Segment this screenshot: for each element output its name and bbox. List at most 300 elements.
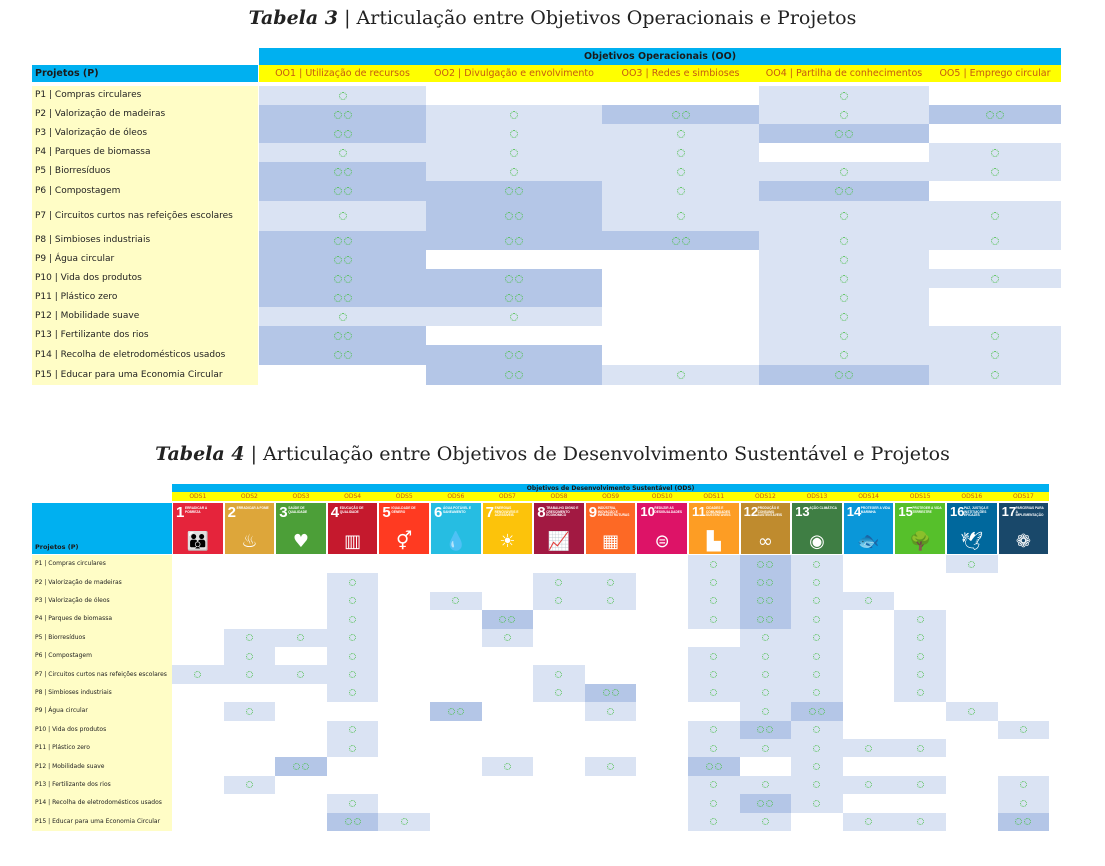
match-mark-icon — [917, 689, 924, 696]
table4-cell — [533, 684, 585, 702]
match-mark-icon — [766, 800, 773, 807]
match-mark-icon — [677, 130, 685, 138]
table4-cell — [327, 665, 379, 683]
table3-cell — [426, 307, 602, 326]
heartbeat-icon: ♥ — [292, 531, 310, 552]
match-mark-icon — [710, 689, 717, 696]
sdg-name: ÁGUA POTÁVEL E SANEAMENTO — [443, 506, 472, 514]
table4-col-header: ODS8 — [533, 492, 585, 501]
table3-cell — [602, 345, 759, 365]
match-mark-icon — [339, 149, 347, 157]
table4-cell — [482, 610, 534, 628]
table3-cell — [602, 269, 759, 288]
match-mark-icon — [757, 726, 764, 733]
match-mark-icon — [510, 168, 518, 176]
table4-cell — [740, 665, 792, 683]
table4-col-header: ODS1 — [172, 492, 224, 501]
table4-cell — [482, 757, 534, 775]
sdg-6-tile — [431, 503, 481, 554]
match-mark-icon — [504, 634, 511, 641]
table3-cell — [259, 231, 426, 250]
sdg-number: 10 — [640, 504, 655, 519]
match-mark-icon — [710, 818, 717, 825]
match-mark-icon — [766, 597, 773, 604]
match-mark-icon — [766, 616, 773, 623]
table4-col-header: ODS14 — [843, 492, 895, 501]
table4-row-label: P5 | Biorresíduos — [32, 629, 172, 647]
table3-row-label: P11 | Plástico zero — [32, 288, 258, 307]
sdg-number: 16 — [950, 504, 965, 519]
table3-cell — [759, 307, 929, 326]
match-mark-icon — [555, 579, 562, 586]
sdg-number: 17 — [1001, 504, 1017, 519]
sdg-number: 14 — [846, 504, 862, 519]
match-mark-icon — [344, 187, 352, 195]
match-mark-icon — [917, 745, 924, 752]
sdg-name: SAÚDE DE QUALIDADE — [288, 506, 308, 514]
table4-cell — [688, 776, 740, 794]
table3-cell — [259, 105, 426, 124]
match-mark-icon — [991, 212, 999, 220]
table4-cell — [791, 684, 843, 702]
match-mark-icon — [505, 187, 513, 195]
match-mark-icon — [991, 275, 999, 283]
match-mark-icon — [505, 237, 513, 245]
table3-cell — [426, 269, 602, 288]
match-mark-icon — [334, 256, 342, 264]
match-mark-icon — [505, 351, 513, 359]
table4-cell — [327, 647, 379, 665]
table3-cell — [426, 86, 602, 105]
table3-row-label: P14 | Recolha de eletrodomésticos usados — [32, 345, 258, 365]
match-mark-icon — [762, 634, 769, 641]
match-mark-icon — [349, 726, 356, 733]
table3-col-header: OO1 | Utilização de recursos — [259, 65, 426, 82]
sdg-name: PAZ, JUSTIÇA E INSTITUIÇÕES EFICAZES — [964, 506, 989, 518]
table4-cell — [533, 592, 585, 610]
table3-cell — [602, 326, 759, 345]
table4-cell — [327, 721, 379, 739]
table4-col-header: ODS13 — [791, 492, 843, 501]
table3-cell — [929, 181, 1061, 201]
table4-col-header: ODS2 — [224, 492, 276, 501]
match-mark-icon — [505, 294, 513, 302]
table3-cell — [759, 162, 929, 181]
match-mark-icon — [757, 561, 764, 568]
table4-cell — [998, 776, 1050, 794]
table4-cell — [430, 592, 482, 610]
table4-cell — [224, 629, 276, 647]
match-mark-icon — [515, 187, 523, 195]
match-mark-icon — [339, 313, 347, 321]
match-mark-icon — [762, 708, 769, 715]
table4-col-header: ODS17 — [998, 492, 1050, 501]
match-mark-icon — [682, 237, 690, 245]
match-mark-icon — [835, 187, 843, 195]
table3-cell — [602, 250, 759, 269]
sun-icon: ☀ — [499, 531, 516, 552]
table4-cell — [740, 702, 792, 720]
match-mark-icon — [344, 332, 352, 340]
match-mark-icon — [710, 671, 717, 678]
match-mark-icon — [448, 708, 455, 715]
match-mark-icon — [677, 371, 685, 379]
match-mark-icon — [607, 597, 614, 604]
match-mark-icon — [344, 256, 352, 264]
table4-cell — [224, 776, 276, 794]
eye-globe-icon: ◉ — [809, 531, 825, 552]
table4-cell — [791, 629, 843, 647]
table3-row-label: P9 | Água circular — [32, 250, 258, 269]
table4-cell — [791, 665, 843, 683]
match-mark-icon — [766, 726, 773, 733]
sdg-8-tile — [534, 503, 584, 554]
table4-cell — [224, 647, 276, 665]
tree-icon: 🌳 — [908, 531, 932, 552]
table3-cell — [426, 250, 602, 269]
table3-cell — [426, 181, 602, 201]
match-mark-icon — [334, 294, 342, 302]
table4-cell — [998, 813, 1050, 831]
table4-cell — [378, 813, 430, 831]
table3-row-label: P3 | Valorização de óleos — [32, 124, 258, 143]
match-mark-icon — [757, 616, 764, 623]
table4-cell — [585, 684, 637, 702]
family-icon: 👪 — [186, 531, 210, 552]
table3-row-label: P13 | Fertilizante dos rios — [32, 326, 258, 345]
match-mark-icon — [809, 708, 816, 715]
match-mark-icon — [682, 111, 690, 119]
match-mark-icon — [813, 616, 820, 623]
table4-cell — [688, 794, 740, 812]
table3-cell — [929, 86, 1061, 105]
match-mark-icon — [677, 212, 685, 220]
match-mark-icon — [757, 800, 764, 807]
match-mark-icon — [555, 689, 562, 696]
match-mark-icon — [991, 237, 999, 245]
table4-cell — [894, 665, 946, 683]
match-mark-icon — [349, 745, 356, 752]
table3-cell — [759, 288, 929, 307]
table4-cell — [533, 573, 585, 591]
match-mark-icon — [515, 275, 523, 283]
table3-cell — [759, 269, 929, 288]
table3-cell — [602, 105, 759, 124]
match-mark-icon — [334, 237, 342, 245]
table4-cell — [327, 684, 379, 702]
table3-col-header: OO5 | Emprego circular — [929, 65, 1061, 82]
table4-cell — [791, 721, 843, 739]
match-mark-icon — [813, 781, 820, 788]
table4-cell — [894, 629, 946, 647]
cubes-icon: ▦ — [602, 531, 620, 552]
table4-cell — [327, 610, 379, 628]
table3-row-label: P4 | Parques de biomassa — [32, 143, 258, 162]
match-mark-icon — [246, 671, 253, 678]
match-mark-icon — [917, 781, 924, 788]
table4-cell — [791, 610, 843, 628]
match-mark-icon — [991, 168, 999, 176]
table4-cell — [688, 757, 740, 775]
table4-cell — [688, 555, 740, 573]
match-mark-icon — [672, 237, 680, 245]
table3-cell — [426, 365, 602, 385]
match-mark-icon — [813, 800, 820, 807]
match-mark-icon — [349, 579, 356, 586]
city-icon: ▙ — [706, 531, 721, 552]
match-mark-icon — [515, 212, 523, 220]
match-mark-icon — [710, 616, 717, 623]
table4-cell — [740, 592, 792, 610]
match-mark-icon — [339, 92, 347, 100]
match-mark-icon — [555, 671, 562, 678]
match-mark-icon — [968, 561, 975, 568]
table4-cell — [740, 555, 792, 573]
match-mark-icon — [339, 212, 347, 220]
match-mark-icon — [293, 763, 300, 770]
table3-cell — [426, 143, 602, 162]
table4-cell — [894, 647, 946, 665]
table4-row-label: P14 | Recolha de eletrodomésticos usados — [32, 794, 172, 812]
table3-cell — [929, 326, 1061, 345]
sdg-name: ERRADICAR A POBREZA — [185, 506, 208, 514]
sdg-3-tile — [276, 503, 326, 554]
table4-col-header: ODS11 — [688, 492, 740, 501]
match-mark-icon — [349, 634, 356, 641]
sdg-number: 9 — [588, 504, 598, 521]
match-mark-icon — [710, 653, 717, 660]
match-mark-icon — [607, 763, 614, 770]
match-mark-icon — [845, 187, 853, 195]
match-mark-icon — [840, 256, 848, 264]
table4-col-header: ODS3 — [275, 492, 327, 501]
table4-cell — [791, 739, 843, 757]
match-mark-icon — [762, 653, 769, 660]
sdg-number: 7 — [485, 504, 494, 521]
match-mark-icon — [401, 818, 408, 825]
table4-cell — [688, 592, 740, 610]
match-mark-icon — [762, 781, 769, 788]
match-mark-icon — [762, 818, 769, 825]
match-mark-icon — [349, 597, 356, 604]
table3-cell — [259, 365, 426, 385]
match-mark-icon — [515, 371, 523, 379]
table3-cell — [259, 201, 426, 231]
table3-cell — [259, 288, 426, 307]
table4-cell — [998, 721, 1050, 739]
match-mark-icon — [607, 708, 614, 715]
match-mark-icon — [297, 634, 304, 641]
match-mark-icon — [813, 745, 820, 752]
table4-cell — [894, 610, 946, 628]
match-mark-icon — [840, 168, 848, 176]
table3-cell — [759, 326, 929, 345]
match-mark-icon — [1020, 800, 1027, 807]
match-mark-icon — [334, 187, 342, 195]
table3-cell — [259, 124, 426, 143]
table4-cell — [172, 665, 224, 683]
match-mark-icon — [515, 351, 523, 359]
sdg-number: 13 — [795, 504, 810, 519]
table3-row-label: P10 | Vida dos produtos — [32, 269, 258, 288]
infinity-icon: ∞ — [757, 531, 773, 552]
table4-cell — [894, 813, 946, 831]
sdg-4-tile — [328, 503, 378, 554]
match-mark-icon — [246, 634, 253, 641]
match-mark-icon — [813, 689, 820, 696]
table4-col-header: ODS16 — [946, 492, 998, 501]
match-mark-icon — [865, 745, 872, 752]
table4-cell — [482, 629, 534, 647]
table4-row-label: P10 | Vida dos produtos — [32, 721, 172, 739]
match-mark-icon — [344, 294, 352, 302]
table4-cell — [740, 647, 792, 665]
sdg-name: PARCERIAS PARA A IMPLEMENTAÇÃO — [1015, 506, 1044, 518]
table4-cell — [740, 610, 792, 628]
table4-col-header: ODS15 — [894, 492, 946, 501]
sdg-number: 8 — [537, 504, 546, 521]
match-mark-icon — [246, 708, 253, 715]
match-mark-icon — [344, 168, 352, 176]
sdg-10-tile — [637, 503, 687, 554]
match-mark-icon — [349, 689, 356, 696]
table4-cell — [430, 702, 482, 720]
match-mark-icon — [677, 149, 685, 157]
table4-cell — [688, 665, 740, 683]
table3-cell — [929, 162, 1061, 181]
table3-cell — [259, 86, 426, 105]
book-icon: ▥ — [344, 531, 362, 552]
sdg-name: PROTEGER A VIDA MARINHA — [860, 506, 891, 514]
table4-cell — [791, 647, 843, 665]
dove-icon: 🕊 — [960, 531, 984, 552]
sdg-number: 3 — [279, 504, 288, 521]
table3-cell — [759, 86, 929, 105]
table3-cell — [759, 105, 929, 124]
table3-cell — [759, 231, 929, 250]
match-mark-icon — [762, 671, 769, 678]
match-mark-icon — [1015, 818, 1022, 825]
table4-cell — [327, 794, 379, 812]
match-mark-icon — [813, 726, 820, 733]
table4-cell — [585, 573, 637, 591]
table4-row-label: P6 | Compostagem — [32, 647, 172, 665]
table4-cell — [224, 702, 276, 720]
equal-icon: ⊜ — [654, 531, 670, 552]
match-mark-icon — [1024, 818, 1031, 825]
match-mark-icon — [968, 708, 975, 715]
sdg-15-tile — [895, 503, 945, 554]
table3-row-label: P6 | Compostagem — [32, 181, 258, 201]
sdg-16-tile — [947, 503, 997, 554]
table3-cell — [259, 269, 426, 288]
table4-title: Tabela 4 | Articulação entre Objetivos de Desenvolvimento Sustentável e Projetos — [155, 443, 950, 465]
table4-cell — [894, 684, 946, 702]
sdg-name: EDUCAÇÃO DE QUALIDADE — [339, 506, 364, 514]
table4-cell — [533, 665, 585, 683]
match-mark-icon — [710, 745, 717, 752]
table3-cell — [929, 269, 1061, 288]
table4-cell — [946, 702, 998, 720]
table4-cell — [791, 573, 843, 591]
match-mark-icon — [840, 294, 848, 302]
gender-icon: ⚥ — [396, 531, 413, 552]
sdg-9-tile — [586, 503, 636, 554]
table3-cell — [602, 162, 759, 181]
match-mark-icon — [710, 726, 717, 733]
match-mark-icon — [813, 671, 820, 678]
match-mark-icon — [334, 275, 342, 283]
table3-cell — [259, 181, 426, 201]
sdg-7-tile — [483, 503, 533, 554]
table3-cell — [602, 365, 759, 385]
sdg-name: ENERGIAS RENOVÁVEIS E ACESSÍVEIS — [494, 506, 519, 518]
table3-cell — [929, 250, 1061, 269]
table3-row-label: P15 | Educar para uma Economia Circular — [32, 365, 258, 385]
table3-cell — [426, 201, 602, 231]
match-mark-icon — [865, 781, 872, 788]
match-mark-icon — [757, 579, 764, 586]
table4-col-header: ODS10 — [636, 492, 688, 501]
table4-row-label: P12 | Mobilidade suave — [32, 757, 172, 775]
match-mark-icon — [818, 708, 825, 715]
table4-cell — [688, 739, 740, 757]
match-mark-icon — [757, 597, 764, 604]
sdg-name: PRODUÇÃO E CONSUMO SUSTENTÁVEIS — [757, 506, 783, 518]
table4-cell — [791, 702, 843, 720]
match-mark-icon — [917, 634, 924, 641]
table4-cell — [327, 573, 379, 591]
table4-cell — [740, 776, 792, 794]
match-mark-icon — [510, 313, 518, 321]
match-mark-icon — [840, 92, 848, 100]
table3-cell — [759, 124, 929, 143]
sdg-2-tile — [225, 503, 275, 554]
match-mark-icon — [762, 745, 769, 752]
match-mark-icon — [508, 616, 515, 623]
match-mark-icon — [499, 616, 506, 623]
table4-col-header: ODS12 — [740, 492, 792, 501]
match-mark-icon — [917, 616, 924, 623]
match-mark-icon — [813, 763, 820, 770]
match-mark-icon — [344, 275, 352, 283]
match-mark-icon — [334, 332, 342, 340]
table3-cell — [759, 345, 929, 365]
table3-cell — [259, 307, 426, 326]
match-mark-icon — [349, 653, 356, 660]
table4-cell — [224, 665, 276, 683]
table3-cell — [426, 231, 602, 250]
table3-row-label: P12 | Mobilidade suave — [32, 307, 258, 326]
match-mark-icon — [1020, 781, 1027, 788]
match-mark-icon — [246, 781, 253, 788]
match-mark-icon — [706, 763, 713, 770]
sdg-name: AÇÃO CLIMÁTICA — [809, 506, 837, 510]
match-mark-icon — [710, 579, 717, 586]
match-mark-icon — [297, 671, 304, 678]
table4-col-header: ODS5 — [378, 492, 430, 501]
table3-row-label: P5 | Biorresíduos — [32, 162, 258, 181]
table3-col-header: OO4 | Partilha de conhecimentos — [759, 65, 929, 82]
table4-cell — [894, 776, 946, 794]
table3-cell — [929, 231, 1061, 250]
sdg-name: REDUZIR AS DESIGUALDADES — [654, 506, 683, 514]
table3-cell — [259, 143, 426, 162]
match-mark-icon — [813, 597, 820, 604]
match-mark-icon — [515, 237, 523, 245]
table4-row-header: Projetos (P) — [32, 503, 172, 554]
table3-cell — [602, 86, 759, 105]
